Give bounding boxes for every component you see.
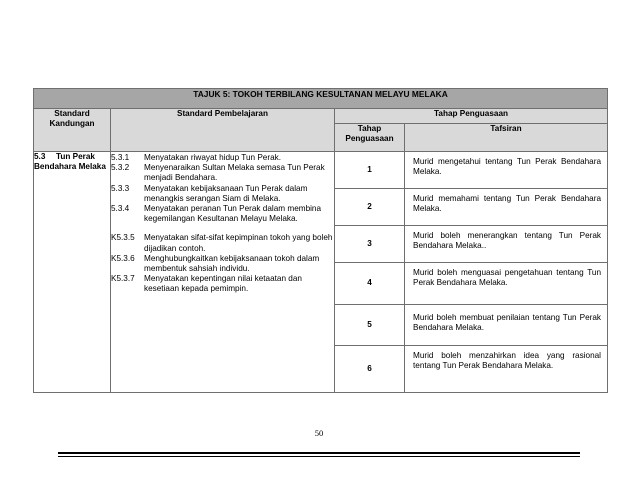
header-standard-kandungan: Standard Kandungan — [34, 109, 111, 152]
tahap-cell: 1 — [335, 152, 405, 189]
tafsiran-cell: Murid boleh menguasai pengetahuan tentang Tun Perak Bendahara Melaka. — [405, 263, 608, 305]
tafsiran-cell: Murid memahami tentang Tun Perak Bendahara Melaka. — [405, 189, 608, 226]
standard-pembelajaran-cell — [111, 152, 335, 393]
sp-item-2 — [111, 163, 334, 183]
sp-text: Menyatakan riwayat hidup Tun Perak. — [144, 153, 281, 162]
tafsiran-cell: Murid boleh membuat penilaian tentang Tun Perak Bendahara Melaka. — [405, 305, 608, 346]
footer-rule — [58, 452, 580, 454]
tahap-cell: 4 — [335, 263, 405, 305]
tahap-cell: 3 — [335, 226, 405, 263]
sp-item-3 — [111, 184, 334, 204]
sp-item-7 — [111, 274, 334, 294]
sp-code: 5.3.1 — [111, 153, 130, 162]
sk-name: Tun Perak Bendahara Melaka — [34, 152, 106, 172]
sp-code: 5.3.4 — [111, 204, 130, 214]
standard-kandungan-cell — [34, 152, 111, 393]
sp-code: K5.3.6 — [111, 253, 135, 263]
tafsiran-cell: Murid boleh menzahirkan idea yang rasional tentang Tun Perak Bendahara Melaka. — [405, 346, 608, 393]
curriculum-table-frame — [33, 88, 607, 415]
page-number: 50 — [314, 428, 324, 438]
curriculum-table — [33, 88, 608, 393]
sp-text: Menyatakan peranan Tun Perak dalam membina kegemilangan Kesultanan Melayu Melaka. — [144, 204, 322, 224]
header-standard-pembelajaran: Standard Pembelajaran — [111, 109, 335, 152]
tahap-cell: 6 — [335, 346, 405, 393]
sp-item-6 — [111, 254, 334, 274]
table-title: TAJUK 5: TOKOH TERBILANG KESULTANAN MELAYU MELAKA — [34, 89, 608, 109]
sk-code: 5.3 — [34, 152, 46, 161]
sp-item-1 — [111, 153, 334, 163]
sp-item-4 — [111, 204, 334, 224]
tafsiran-cell: Murid mengetahui tentang Tun Perak Bendahara Melaka. — [405, 152, 608, 189]
spacer — [111, 224, 334, 233]
header-tafsiran: Tafsiran — [405, 124, 608, 152]
table-title-row — [34, 89, 608, 109]
table-row — [34, 152, 608, 189]
sp-code: 5.3.3 — [111, 183, 130, 193]
sp-code: 5.3.2 — [111, 163, 130, 173]
sp-text: Menyatakan kepentingan nilai ketaatan dan kesetiaan kepada pemimpin. — [144, 274, 302, 294]
sp-text: Menyenaraikan Sultan Melaka semasa Tun Perak menjadi Bendahara. — [144, 163, 325, 183]
footer-rule-thin — [58, 456, 580, 457]
sp-code: K5.3.5 — [111, 233, 135, 243]
header-row-1 — [34, 109, 608, 124]
tafsiran-cell: Murid boleh menerangkan tentang Tun Perak Bendahara Melaka.. — [405, 226, 608, 263]
sp-text: Menyatakan kebijaksanaan Tun Perak dalam menangkis serangan Siam di Melaka. — [144, 183, 308, 203]
header-tahap-penguasaan: Tahap Penguasaan — [335, 109, 608, 124]
sp-code: K5.3.7 — [111, 274, 135, 284]
tahap-cell: 5 — [335, 305, 405, 346]
sp-text: Menyatakan sifat-sifat kepimpinan tokoh yang boleh dijadikan contoh. — [144, 233, 333, 253]
tahap-cell: 2 — [335, 189, 405, 226]
header-tahap: Tahap Penguasaan — [335, 124, 405, 152]
sp-item-5 — [111, 233, 334, 253]
sp-text: Menghubungkaitkan kebijaksanaan tokoh dalam membentuk sahsiah individu. — [144, 253, 320, 274]
